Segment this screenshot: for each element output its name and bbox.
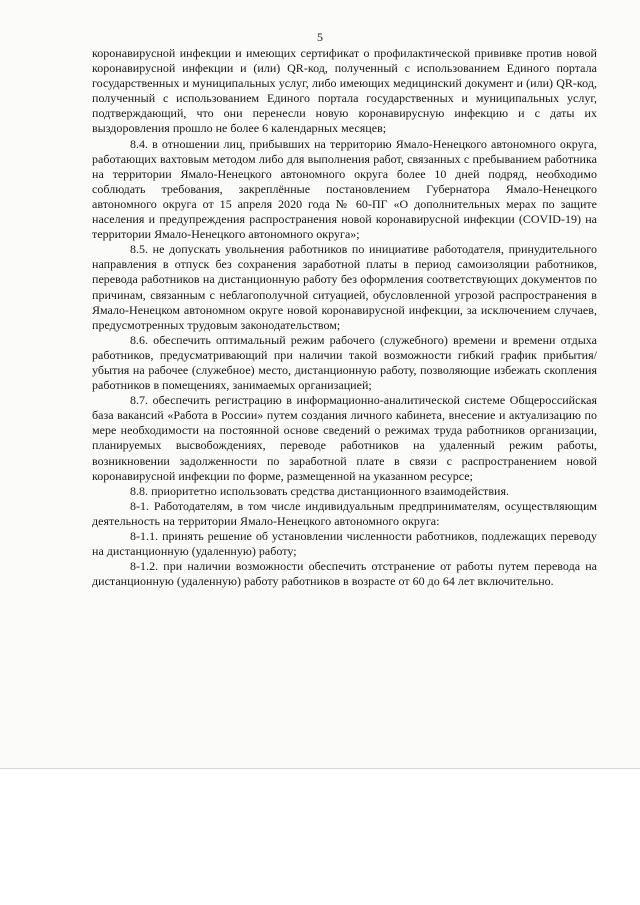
page-number: 5	[317, 30, 323, 44]
paragraph-8-5: 8.5. не допускать увольнения работников по инициативе работодателя, принудительного направления в отпуск без сохранения заработной платы в период самоизоляции работников, перевода работников на дистанционную работу без оформления соответствующих документов по причинам, связанным с неблагополучной ситуацией, обусловленной угрозой распространения в Ямало-Ненецком автономном округе новой коронавирусной инфекции, за исключением случаев, предусмотренных трудовым законодательством;	[92, 242, 597, 332]
paragraph-8-1: 8-1. Работодателям, в том числе индивидуальным предпринимателям, осуществляющим деятельность на территории Ямало-Ненецкого автономного округа:	[92, 498, 597, 528]
document-body	[92, 46, 597, 589]
paragraph-8-1-1: 8-1.1. принять решение об установлении численности работников, подлежащих переводу на дистанционную (удаленную) работу;	[92, 529, 597, 559]
paragraph-continuation: коронавирусной инфекции и имеющих сертификат о профилактической прививке против новой коронавирусной инфекции и (или) QR-код, полученный с использованием Единого портала государственных и муниципальных услуг, либо имеющих медицинский документ и (или) QR-код, полученный с использованием Единого портала государственных и муниципальных услуг, подтверждающий, что они перенесли новую коронавирусную инфекцию и с даты их выздоровления прошло не более 6 календарных месяцев;	[92, 46, 597, 136]
paragraph-8-7: 8.7. обеспечить регистрацию в информационно-аналитической системе Общероссийская база вакансий «Работа в России» путем создания личного кабинета, внесение и актуализацию по мере необходимости на постоянной основе сведений о режимах труда работников организации, планируемых высвобождениях, переводе работников на удаленный режим работы, возникновении задолженности по заработной плате в связи с распространением новой коронавирусной инфекции по форме, размещенной на указанном ресурсе;	[92, 393, 597, 483]
paragraph-8-4: 8.4. в отношении лиц, прибывших на территорию Ямало-Ненецкого автономного округа, работающих вахтовым методом либо для выполнения работ, связанных с пребыванием работника на территории Ямало-Ненецкого автономного округа более 10 дней подряд, необходимо соблюдать требования, закреплённые постановлением Губернатора Ямало-Ненецкого автономного округа от 15 апреля 2020 года № 60-ПГ «О дополнительных мерах по защите населения и предупреждения распространения новой коронавирусной инфекции (COVID-19) на территории Ямало-Ненецкого автономного округа»;	[92, 136, 597, 242]
paragraph-8-1-2: 8-1.2. при наличии возможности обеспечить отстранение от работы путем перевода на дистанционную (удаленную) работу работников в возрасте от 60 до 64 лет включительно.	[92, 559, 597, 589]
paragraph-8-8: 8.8. приоритетно использовать средства дистанционного взаимодействия.	[130, 483, 510, 498]
paragraph-8-6: 8.6. обеспечить оптимальный режим рабочего (служебного) времени и времени отдыха работников, предусматривающий при наличии такой возможности гибкий график прибытия/убытия на рабочее (служебное) место, дистанционную работу, позволяющие избежать скопления работников в помещениях, занимаемых организацией;	[92, 332, 597, 393]
